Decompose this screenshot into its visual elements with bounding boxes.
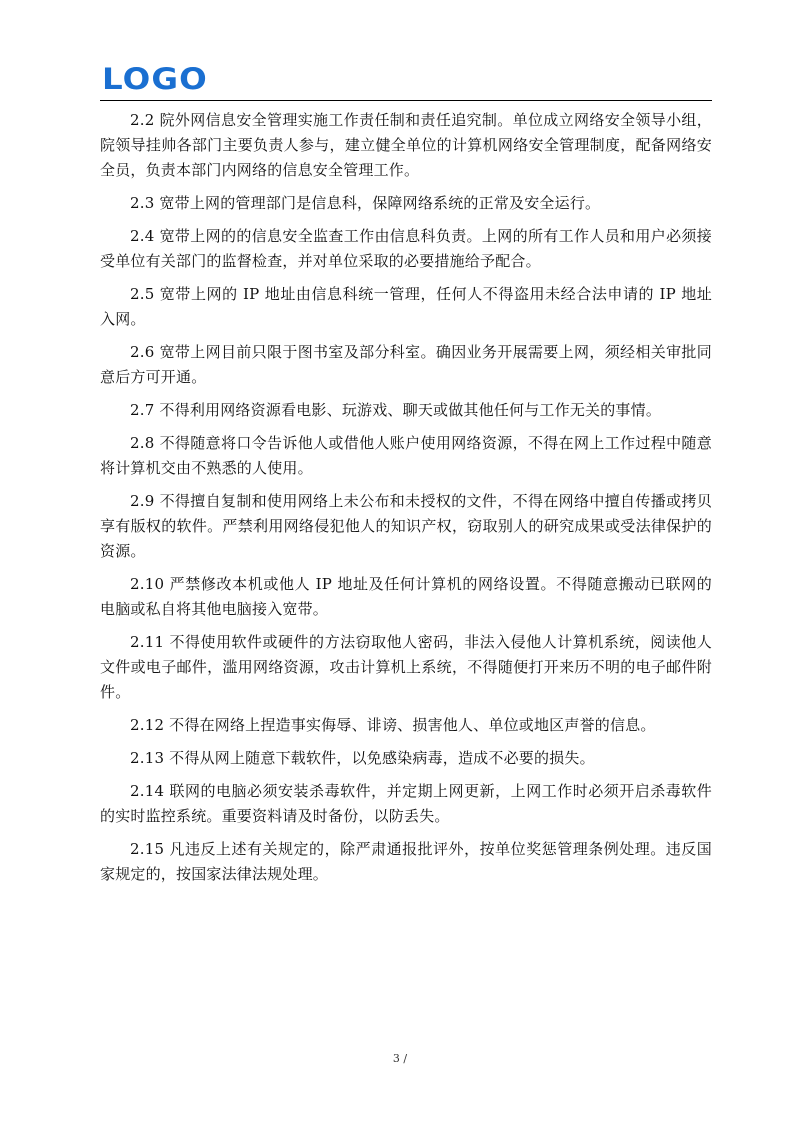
paragraph-2-9: 2.9 不得擅自复制和使用网络上未公布和未授权的文件，不得在网络中擅自传播或拷贝享有版权的软件。严禁利用网络侵犯他人的知识产权，窃取别人的研究成果或受法律保护的资源。 (100, 492, 712, 560)
paragraph-2-14: 2.14 联网的电脑必须安装杀毒软件，并定期上网更新，上网工作时必须开启杀毒软件的实时监控系统。重要资料请及时备份，以防丢失。 (100, 782, 712, 825)
paragraph-2-2: 2.2 院外网信息安全管理实施工作责任制和责任追究制。单位成立网络安全领导小组，院领导挂帅各部门主要负责人参与，建立健全单位的计算机网络安全管理制度，配备网络安全员，负责本部门内网络的信息安全管理工作。 (100, 111, 712, 179)
paragraph-2-10: 2.10 严禁修改本机或他人 IP 地址及任何计算机的网络设置。不得随意搬动已联网的电脑或私自将其他电脑接入宽带。 (100, 575, 712, 618)
logo: LOGO (102, 62, 208, 96)
page-header (100, 62, 712, 101)
paragraph-2-4: 2.4 宽带上网的的信息安全监查工作由信息科负责。上网的所有工作人员和用户必须接受单位有关部门的监督检查，并对单位采取的必要措施给予配合。 (100, 227, 712, 270)
paragraph-2-7: 2.7 不得利用网络资源看电影、玩游戏、聊天或做其他任何与工作无关的事情。 (130, 401, 662, 419)
paragraph-2-13: 2.13 不得从网上随意下载软件，以免感染病毒，造成不必要的损失。 (130, 749, 595, 767)
document-body (100, 108, 712, 895)
paragraph-2-8: 2.8 不得随意将口令告诉他人或借他人账户使用网络资源，不得在网上工作过程中随意将计算机交由不熟悉的人使用。 (100, 434, 712, 477)
page-number: 3 / (392, 1052, 408, 1065)
paragraph-2-3: 2.3 宽带上网的管理部门是信息科，保障网络系统的正常及安全运行。 (130, 194, 601, 212)
paragraph-2-11: 2.11 不得使用软件或硬件的方法窃取他人密码，非法入侵他人计算机系统，阅读他人文件或电子邮件，滥用网络资源，攻击计算机上系统，不得随便打开来历不明的电子邮件附件。 (100, 633, 712, 701)
paragraph-2-5: 2.5 宽带上网的 IP 地址由信息科统一管理，任何人不得盗用未经合法申请的 IP 地址入网。 (100, 285, 712, 328)
paragraph-2-12: 2.12 不得在网络上捏造事实侮辱、诽谤、损害他人、单位或地区声誉的信息。 (130, 716, 656, 734)
paragraph-2-6: 2.6 宽带上网目前只限于图书室及部分科室。确因业务开展需要上网，须经相关审批同意后方可开通。 (100, 343, 712, 386)
paragraph-2-15: 2.15 凡违反上述有关规定的，除严肃通报批评外，按单位奖惩管理条例处理。违反国家规定的，按国家法律法规处理。 (100, 840, 712, 883)
